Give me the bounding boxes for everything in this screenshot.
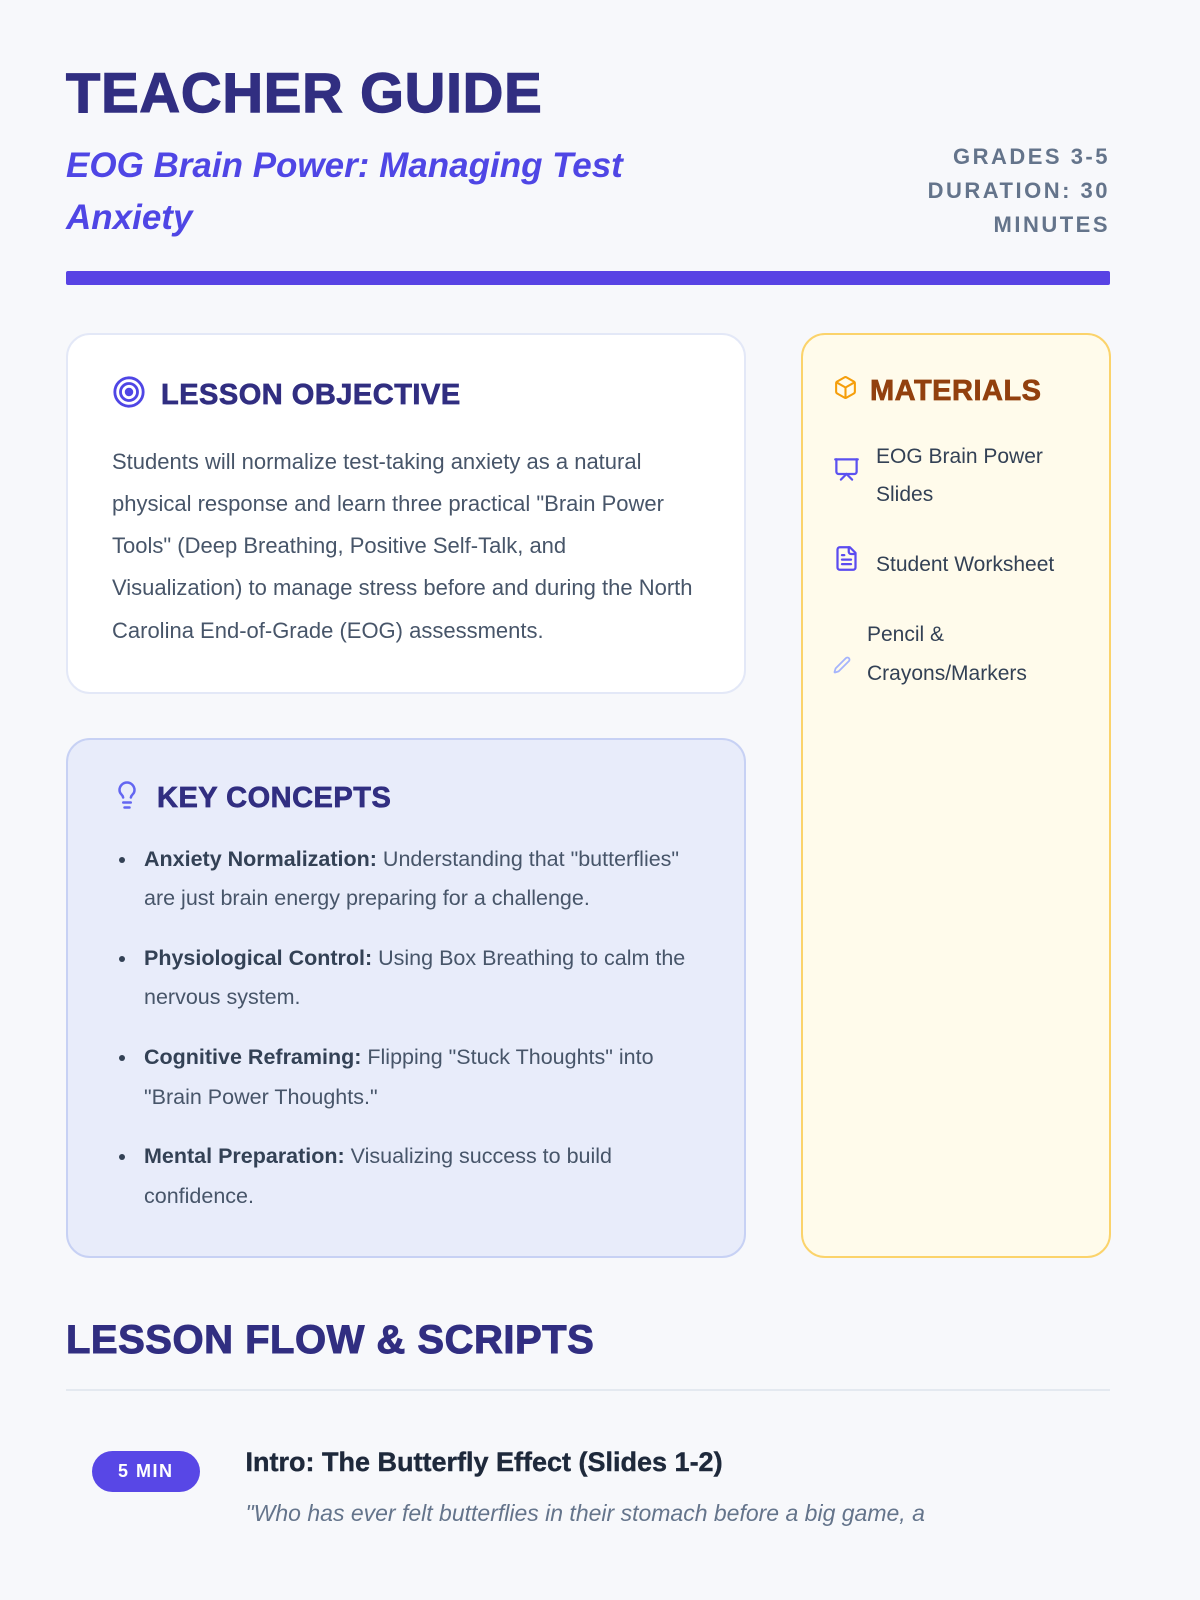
material-label: EOG Brain Power Slides (876, 444, 1043, 507)
concept-desc: Understanding that "butterflies" are just brain energy preparing for a challenge. (144, 846, 680, 911)
key-concept-item (138, 1038, 700, 1117)
header (66, 62, 1110, 245)
step-content (246, 1447, 925, 1533)
lesson-subtitle: EOG Brain Power: Managing Test Anxiety (66, 145, 623, 238)
meta-duration: DURATION: 30 MINUTES (927, 178, 1110, 238)
lesson-objective-heading (112, 375, 700, 417)
materials-card (801, 333, 1111, 1259)
key-concept-item (138, 939, 700, 1018)
accent-divider-bar (66, 271, 1110, 285)
left-column (66, 333, 746, 1259)
concept-term: Anxiety Normalization: (144, 846, 377, 871)
step-title: Intro: The Butterfly Effect (Slides 1-2) (245, 1447, 723, 1478)
concept-desc: Visualizing success to build confidence. (144, 1144, 613, 1208)
key-concepts-heading (112, 780, 700, 818)
material-label: Pencil & Crayons/Markers (867, 623, 1027, 685)
step-script: "Who has ever felt butterflies in their stomach before a big game, a (245, 1500, 925, 1527)
concept-term: Cognitive Reframing: (144, 1044, 362, 1069)
lesson-flow-heading: LESSON FLOW & SCRIPTS (66, 1318, 595, 1363)
meta-grades: GRADES 3-5 (952, 144, 1110, 169)
concept-desc: Flipping "Stuck Thoughts" into "Brain Power Thoughts." (144, 1044, 654, 1109)
lightbulb-icon (112, 780, 142, 818)
lesson-flow-step (66, 1447, 1110, 1533)
key-concepts-card (66, 738, 746, 1258)
concept-term: Physiological Control: (144, 945, 373, 970)
concept-term: Mental Preparation: (144, 1144, 345, 1169)
lesson-flow-divider (66, 1389, 1110, 1391)
material-item (833, 616, 1079, 694)
bullseye-icon (112, 375, 146, 417)
lesson-objective-heading-label: LESSON OBJECTIVE (161, 379, 461, 412)
pencil-icon (833, 649, 851, 688)
presentation-icon (833, 456, 860, 497)
materials-heading (833, 375, 1079, 408)
lesson-meta (895, 140, 1110, 245)
package-icon (833, 375, 858, 408)
key-concepts-list (112, 840, 700, 1216)
materials-list (833, 438, 1079, 694)
concept-desc: Using Box Breathing to calm the nervous system. (144, 945, 686, 1010)
duration-badge: 5 MIN (92, 1451, 200, 1492)
key-concept-item (138, 840, 700, 919)
page-title: TEACHER GUIDE (66, 61, 543, 124)
lesson-objective-card (66, 333, 746, 694)
key-concept-item (138, 1137, 700, 1216)
material-label: Student Worksheet (876, 553, 1055, 577)
material-item (833, 545, 1079, 586)
material-item (833, 438, 1079, 516)
key-concepts-heading-label: KEY CONCEPTS (157, 782, 392, 815)
header-left (66, 62, 875, 245)
materials-heading-label: MATERIALS (870, 374, 1042, 407)
worksheet-icon (833, 545, 860, 586)
lesson-objective-text: Students will normalize test-taking anxiety as a natural physical response and learn three practical "Brain Power Tools" (Deep Breathing, Positive Self-Talk, and Visualization) to manage stress before and during the North Carolina End-of-Grade (EOG) assessments. (112, 448, 693, 643)
main-columns (66, 333, 1110, 1259)
